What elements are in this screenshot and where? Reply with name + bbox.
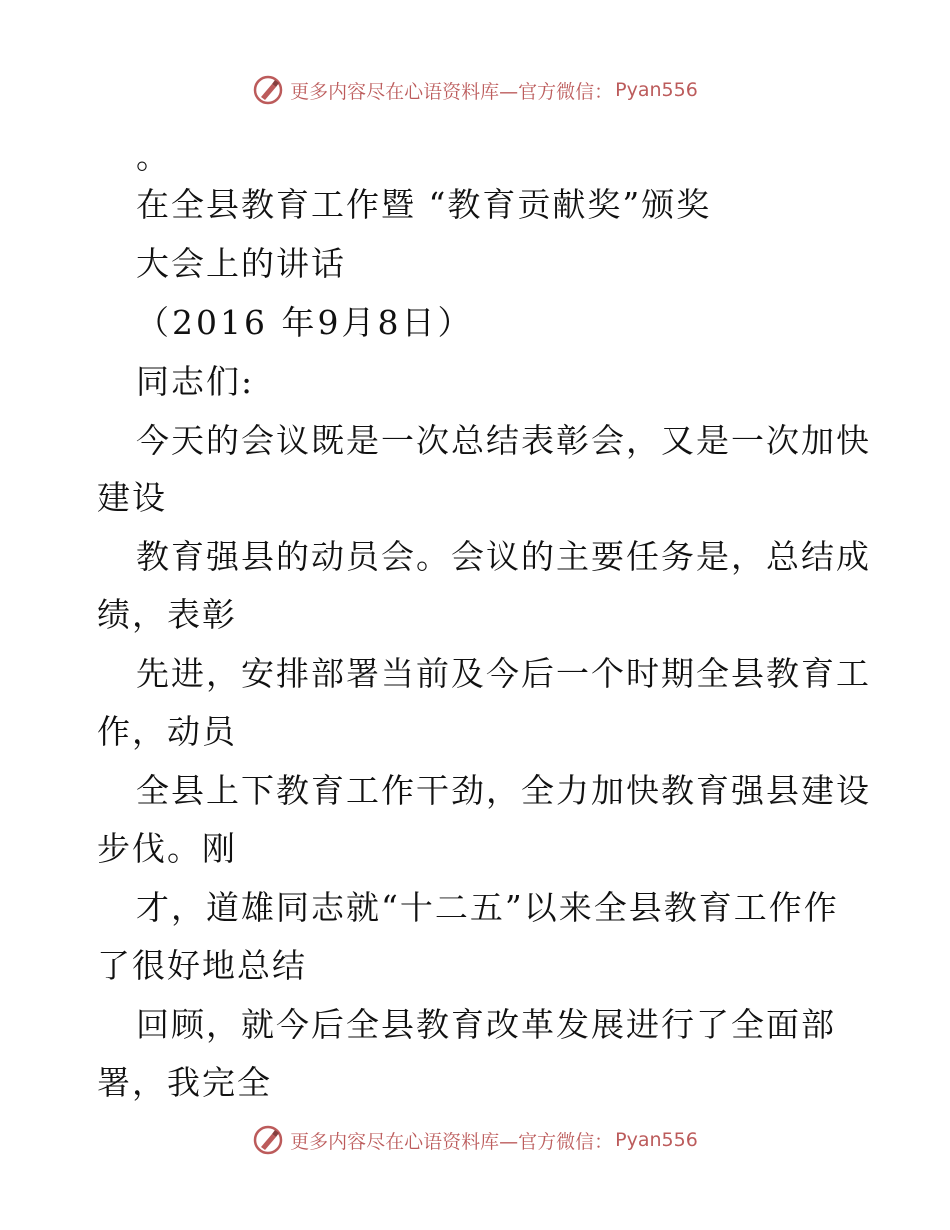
salutation: 同志们: [136,362,255,401]
watermark-wechat-id: Pyan556 [615,1129,698,1151]
pen-nib-logo-icon [252,1124,284,1156]
paragraph-line: 才，道雄同志就“十二五”以来全县教育工作作 [136,888,839,927]
paragraph-line: 绩，表彰 [97,595,237,634]
watermark-wechat-id: Pyan556 [615,79,698,101]
paragraph-line: 作，动员 [97,712,237,751]
paragraph-line: 回顾，就今后全县教育改革发展进行了全面部 [136,1005,836,1044]
paragraph-line: 今天的会议既是一次总结表彰会，又是一次加快 [136,421,871,460]
paragraph-line: 署，我完全 [97,1063,272,1102]
paragraph-line: 教育强县的动员会。会议的主要任务是，总结成 [136,537,871,576]
paragraph-line: 步伐。刚 [97,829,237,868]
speech-date: （2016 年9月8日） [136,303,474,342]
pen-nib-logo-icon [252,74,284,106]
paragraph-line: 全县上下教育工作干劲，全力加快教育强县建设 [136,771,871,810]
watermark-footer [0,1120,950,1160]
title-line-2: 大会上的讲话 [136,244,346,283]
paragraph-line: 先进，安排部署当前及今后一个时期全县教育工 [136,654,871,693]
watermark-header [0,70,950,110]
watermark-text: 更多内容尽在心语资料库—官方微信： [290,1130,614,1153]
watermark-text: 更多内容尽在心语资料库—官方微信： [290,80,614,103]
leading-period: 。 [136,137,171,176]
paragraph-line: 建设 [97,478,167,517]
title-line-1: 在全县教育工作暨 “教育贡献奖”颁奖 [136,185,712,224]
paragraph-line: 了很好地总结 [97,946,307,985]
